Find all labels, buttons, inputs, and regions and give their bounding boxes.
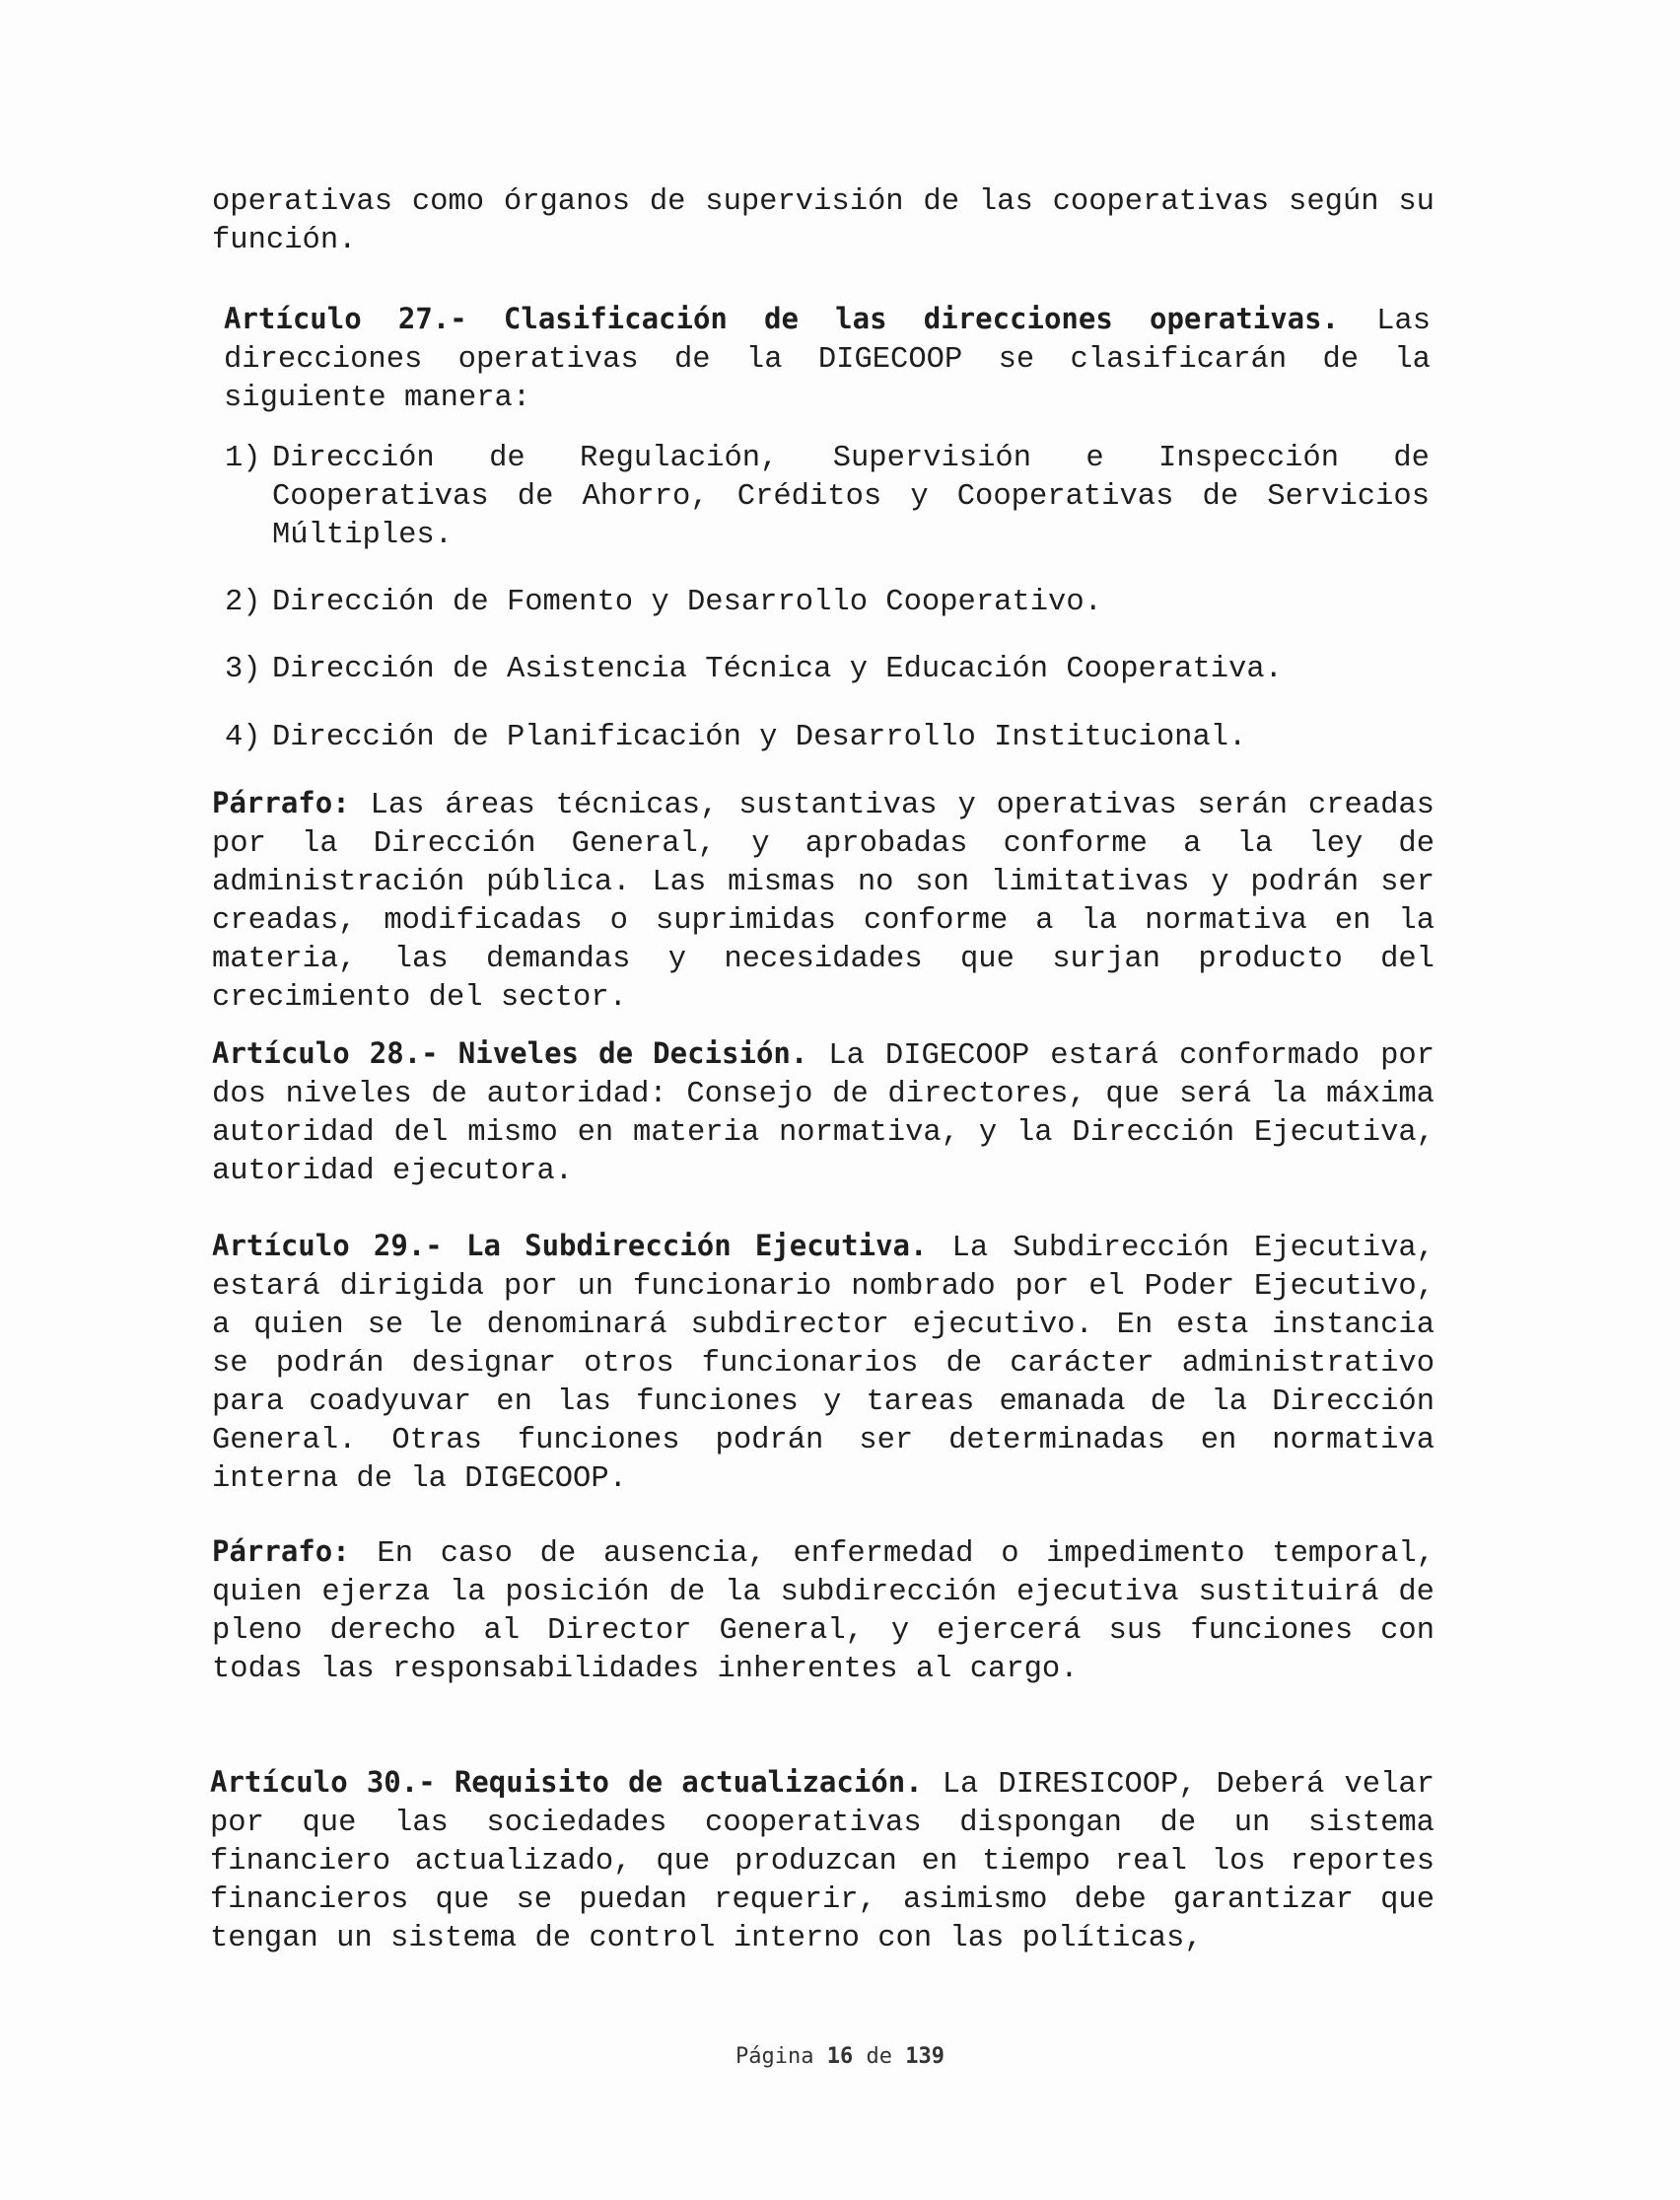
article-28-heading: Artículo 28.- Niveles de Decisión. bbox=[212, 1036, 808, 1070]
footer-page-number: 16 bbox=[826, 2044, 854, 2069]
list-item-text: Dirección de Asistencia Técnica y Educación Cooperativa. bbox=[272, 653, 1283, 686]
article-30-heading: Artículo 30.- Requisito de actualización. bbox=[210, 1765, 923, 1799]
article-30 bbox=[210, 1763, 1435, 1958]
list-item bbox=[225, 651, 1430, 689]
article-27-text: Las direcciones operativas de la DIGECOOP se clasificarán de la siguiente manera: bbox=[224, 305, 1431, 415]
parrafo-1-heading: Párrafo: bbox=[212, 786, 350, 819]
footer-of: de bbox=[866, 2044, 892, 2069]
list-item-number: 4) bbox=[225, 721, 261, 754]
list-item-number: 3) bbox=[225, 653, 261, 686]
parrafo-1 bbox=[212, 784, 1435, 1018]
article-29 bbox=[212, 1227, 1435, 1499]
list-item-text: Dirección de Fomento y Desarrollo Cooperativo. bbox=[272, 586, 1102, 619]
list-item-text: Dirección de Planificación y Desarrollo Institucional. bbox=[272, 721, 1247, 754]
footer-label: Página bbox=[735, 2044, 814, 2069]
article-27-heading: Artículo 27.- Clasificación de las direcciones operativas. bbox=[224, 302, 1340, 335]
list-item bbox=[225, 440, 1430, 555]
article-29-heading: Artículo 29.- La Subdirección Ejecutiva. bbox=[212, 1229, 928, 1262]
intro-paragraph bbox=[212, 183, 1435, 260]
list-item-text: Dirección de Regulación, Supervisión e Inspección de Cooperativas de Ahorro, Créditos y Cooperativas de Servicios Múltiples. bbox=[272, 442, 1430, 552]
article-27 bbox=[224, 300, 1431, 418]
list-item bbox=[225, 584, 1430, 622]
parrafo-1-text: Las áreas técnicas, sustantivas y operativas serán creadas por la Dirección General, y aprobadas conforme a la ley de administración pública. Las mismas no son limitativas y podrán ser creadas, modificadas o suprimidas conforme a la normativa en la materia, las demandas y necesidades que surjan producto del crecimiento del sector. bbox=[212, 789, 1435, 1015]
parrafo-2-heading: Párrafo: bbox=[212, 1534, 350, 1568]
list-item-number: 2) bbox=[225, 586, 261, 619]
article-29-text: La Subdirección Ejecutiva, estará dirigida por un funcionario nombrado por el Poder Ejecutivo, a quien se le denominará subdirector ejecutivo. En esta instancia se podrán designar otros funcionarios de carácter administrativo para coadyuvar en las funciones y tareas emanada de la Dirección General. Otras funciones podrán ser determinadas en normativa interna de la DIGECOOP. bbox=[212, 1232, 1435, 1496]
parrafo-2-text: En caso de ausencia, enfermedad o impedimento temporal, quien ejerza la posición de la subdirección ejecutiva sustituirá de pleno derecho al Director General, y ejercerá sus funciones con todas las responsabilidades inherentes al cargo. bbox=[212, 1537, 1435, 1686]
list-item bbox=[225, 719, 1430, 757]
footer-total-pages: 139 bbox=[905, 2044, 945, 2069]
article-28 bbox=[212, 1034, 1435, 1191]
article-28-text: La DIGECOOP estará conformado por dos niveles de autoridad: Consejo de directores, que será la máxima autoridad del mismo en materia normativa, y la Dirección Ejecutiva, autoridad ejecutora. bbox=[212, 1039, 1435, 1188]
page-footer bbox=[0, 2044, 1680, 2069]
list-item-number: 1) bbox=[225, 442, 261, 475]
intro-text: operativas como órganos de supervisión de las cooperativas según su función. bbox=[212, 185, 1435, 257]
article-30-text: La DIRESICOOP, Deberá velar por que las sociedades cooperativas dispongan de un sistema financiero actualizado, que produzcan en tiempo real los reportes financieros que se puedan requerir, asimismo debe garantizar que tengan un sistema de control interno con las políticas, bbox=[210, 1768, 1435, 1955]
parrafo-2 bbox=[212, 1532, 1435, 1689]
